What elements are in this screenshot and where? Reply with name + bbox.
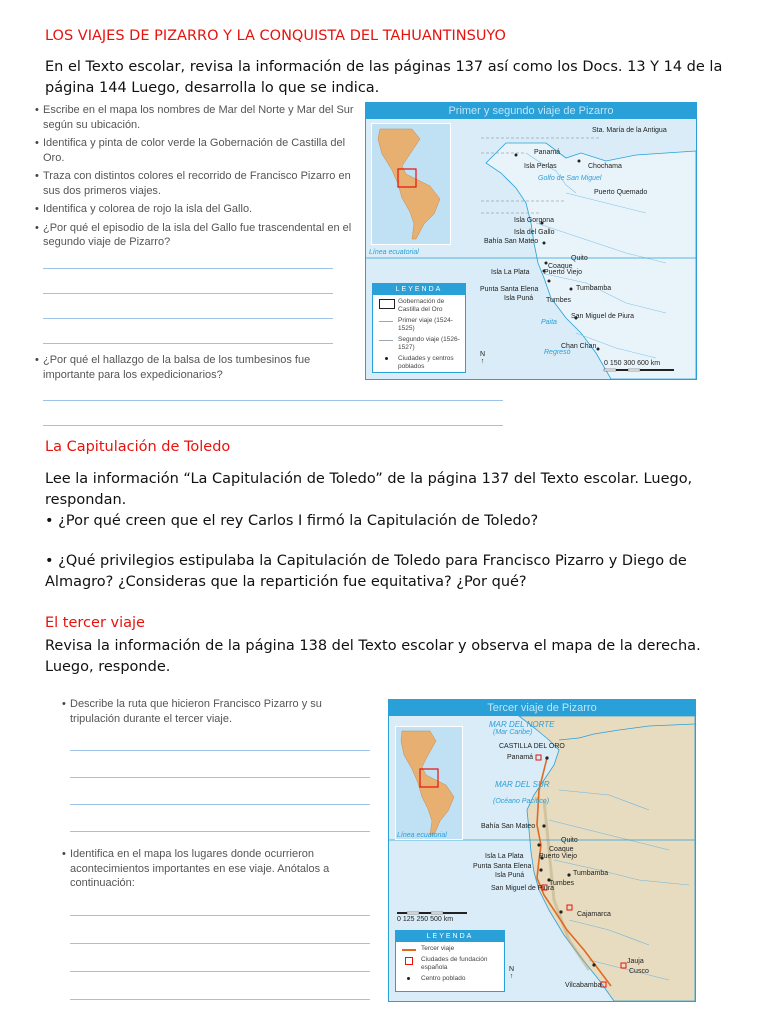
section3-question-1 [62,697,342,730]
answer-line[interactable] [70,804,370,805]
section2-question-1: • ¿Por qué creen que el rey Carlos I firmó la Capitulación de Toledo? [45,513,539,529]
map-label: MAR DEL SUR [495,780,550,789]
map-label: Chochama [588,163,622,170]
answer-line[interactable] [43,343,333,344]
map-label: Bahía San Mateo [481,823,536,830]
legend-label: Gobernación de Castilla del Oro [398,298,445,313]
section2-title: La Capitulación de Toledo [45,439,231,455]
map-label: Cusco [629,968,649,975]
answer-line[interactable] [43,425,503,426]
map-label: Tumbamba [576,285,612,292]
legend-item [376,336,462,352]
map-label: Paita [541,319,557,326]
question-item: • Identifica y colorea de rojo la isla del Gallo. [35,202,360,217]
legend-item [376,355,462,371]
question-item: • ¿Por qué el episodio de la isla del Gallo fue trascendental en el segundo viaje de Pizarro? [35,221,360,250]
answer-line[interactable] [43,268,333,269]
legend-item [399,945,501,953]
map-label: Quito [561,837,578,844]
map-label: Coaque [548,263,573,270]
question-item: • Identifica y pinta de color verde la Gobernación de Castilla del Oro. [35,136,360,165]
legend-label: Segundo viaje (1526-1527) [398,336,460,351]
map-legend [372,283,466,373]
north-arrow-icon: N ↑ [509,966,515,980]
map-label: Tumbes [549,880,575,887]
map-third-voyage [388,699,696,1002]
legend-title: LEYENDA [396,931,504,942]
map-label: Isla Perlas [524,163,557,170]
section1-question-list [35,103,360,254]
map-label: Chan Chan [561,343,597,350]
map-label: (Mar Caribe) [493,729,533,736]
answer-line[interactable] [70,915,370,916]
section1-title: LOS VIAJES DE PIZARRO Y LA CONQUISTA DEL TAHUANTINSUYO [45,28,506,44]
map-label: Coaque [549,846,574,853]
answer-line[interactable] [43,400,503,401]
map-label: Vilcabamba [565,982,602,989]
map-label: Línea ecuatorial [397,832,447,839]
map-label: San Miguel de Piura [491,885,555,892]
map-label: (Océano Pacífico) [493,798,550,805]
map-label: Bahía San Mateo [484,238,539,245]
map-label: Puerto Viejo [544,269,583,276]
legend-title: LEYENDA [373,284,465,295]
question-item: • Traza con distintos colores el recorrido de Francisco Pizarro en sus dos primeros viajes. [35,169,360,198]
section1-intro: En el Texto escolar, revisa la información de las páginas 137 así como los Docs. 13 Y 14 de la página 144 Luego, desarrolla lo que se indica. [45,59,723,96]
map-label: San Miguel de Piura [571,313,635,320]
answer-line[interactable] [43,318,333,319]
map-label: Quito [571,255,588,262]
map-label: Puerto Viejo [539,853,578,860]
map-label: Isla Gorgona [514,217,555,224]
answer-line[interactable] [43,293,333,294]
answer-line[interactable] [70,777,370,778]
map-label: Punta Santa Elena [480,286,539,293]
map-label: Isla Puná [495,872,525,879]
legend-item [399,975,501,983]
answer-line[interactable] [70,971,370,972]
answer-line[interactable] [70,750,370,751]
section3-question-2 [62,847,342,895]
map-legend [395,930,505,992]
map-label: Golfo de San Miguel [538,175,602,182]
map-title: Primer y segundo viaje de Pizarro [366,103,696,119]
scale-label: 0 150 300 600 km [604,360,661,367]
question-item: • Escribe en el mapa los nombres de Mar del Norte y Mar del Sur según su ubicación. [35,103,360,132]
map-label: Jauja [627,958,644,965]
legend-label: Ciudades y centros poblados [398,355,454,370]
map-first-second-voyage [365,102,697,380]
map-label: CASTILLA DEL ORO [499,743,565,750]
map-label: Tumbamba [573,870,609,877]
legend-label: Centro poblado [421,975,466,982]
legend-label: Primer viaje (1524-1525) [398,317,453,332]
section3-intro: Revisa la información de la página 138 del Texto escolar y observa el mapa de la derecha. Luego, responde. [45,638,701,675]
north-arrow-icon: N ↑ [480,351,486,365]
map-label: Isla La Plata [491,269,530,276]
answer-line[interactable] [70,999,370,1000]
map-label: Panamá [507,754,534,761]
balsa-question [35,353,360,386]
legend-label: Tercer viaje [421,945,455,952]
section2-question-2: • ¿Qué privilegios estipulaba la Capitulación de Toledo para Francisco Pizarro y Diego de Almagro? ¿Consideras que la repartición fue equitativa? ¿Por qué? [45,553,687,590]
map-label: Isla del Gallo [514,229,555,236]
section3-title: El tercer viaje [45,615,145,631]
americas-silhouette [396,727,462,839]
section2-intro: Lee la información “La Capitulación de Toledo” de la página 137 del Texto escolar. Luego, respondan. [45,471,693,508]
map-label: Regresó [544,349,571,356]
map-label: Cajamarca [577,911,611,918]
legend-item [399,956,501,972]
map-title: Tercer viaje de Pizarro [389,700,695,716]
map-label: Tumbes [546,297,572,304]
legend-item [376,298,462,314]
map-label: MAR DEL NORTE [489,720,555,729]
map-label: Isla Puná [504,295,534,302]
map-label: Punta Santa Elena [473,863,532,870]
legend-label: Ciudades de fundación española [421,956,488,971]
question-item: • Identifica en el mapa los lugares donde ocurrieron acontecimientos importantes en ese viaje. Anótalos a continuación: [62,847,342,891]
answer-line[interactable] [70,831,370,832]
location-inset-map [371,123,451,245]
map-label: Isla La Plata [485,853,524,860]
question-item: • ¿Por qué el hallazgo de la balsa de los tumbesinos fue importante para los expedicionarios? [35,353,360,382]
legend-item [376,317,462,333]
scale-label: 0 125 250 500 km [397,916,454,923]
map-label: Puerto Quemado [594,189,648,196]
location-inset-map [395,726,463,840]
map-label: Panamá [534,149,561,156]
map-label: Línea ecuatorial [369,249,419,256]
americas-silhouette [372,124,450,244]
answer-line[interactable] [70,943,370,944]
question-item: • Describe la ruta que hicieron Francisco Pizarro y su tripulación durante el tercer viaje. [62,697,342,726]
map-label: Sta. María de la Antigua [592,127,667,134]
